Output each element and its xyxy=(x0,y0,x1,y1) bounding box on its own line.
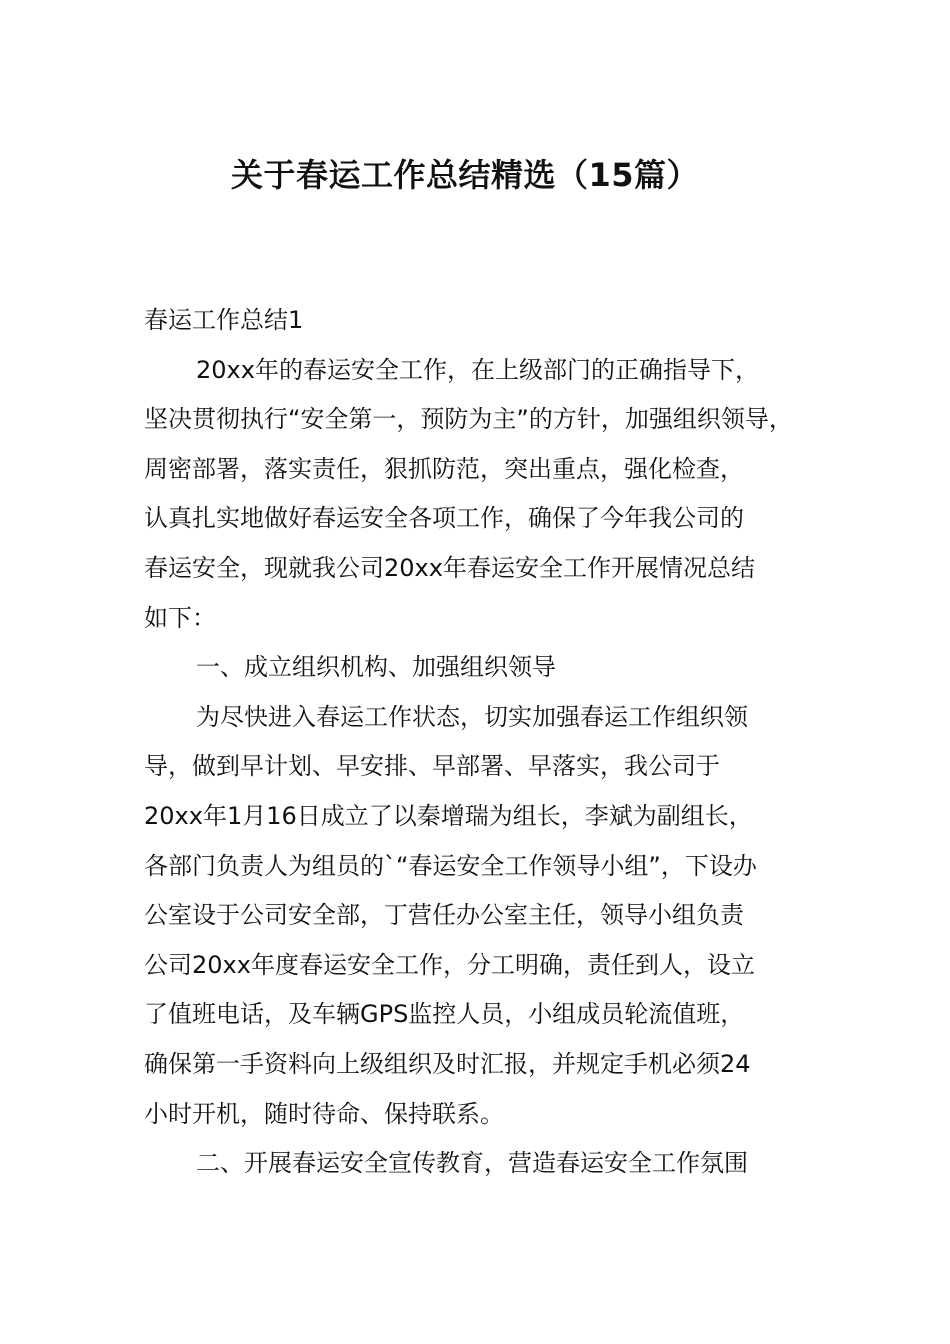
paragraph-line: 小时开机，随时待命、保持联系。 xyxy=(144,1099,504,1128)
paragraph-line: 导，做到早计划、早安排、早部署、早落实，我公司于 xyxy=(144,752,720,781)
paragraph-line: 周密部署，落实责任，狠抓防范，突出重点，强化检查， xyxy=(144,454,744,483)
paragraph-line: 认真扎实地做好春运安全各项工作，确保了今年我公司的 xyxy=(144,504,744,533)
document-body xyxy=(144,296,834,1189)
paragraph-line: 为尽快进入春运工作状态，切实加强春运工作组织领 xyxy=(196,702,748,731)
section-heading: 春运工作总结1 xyxy=(144,306,304,334)
paragraph-line: 20xx年的春运安全工作，在上级部门的正确指导下， xyxy=(196,355,759,384)
paragraph-line: 坚决贯彻执行“安全第一，预防为主”的方针，加强组织领导， xyxy=(144,405,793,434)
paragraph-line: 春运安全，现就我公司20xx年春运安全工作开展情况总结 xyxy=(144,553,755,582)
paragraph-line: 各部门负责人为组员的`“春运安全工作领导小组”，下设办 xyxy=(144,851,757,880)
paragraph-line: 了值班电话，及车辆GPS监控人员，小组成员轮流值班， xyxy=(144,1000,745,1029)
paragraph-line: 公司20xx年度春运安全工作，分工明确，责任到人，设立 xyxy=(144,950,755,979)
subheading-line: 二、开展春运安全宣传教育，营造春运安全工作氛围 xyxy=(196,1149,748,1178)
document-title: 关于春运工作总结精选（15篇） xyxy=(230,156,700,194)
paragraph-line: 20xx年1月16日成立了以秦增瑞为组长，李斌为副组长， xyxy=(144,801,753,830)
subheading-line: 一、成立组织机构、加强组织领导 xyxy=(196,653,556,682)
paragraph-line: 公室设于公司安全部，丁营任办公室主任，领导小组负责 xyxy=(144,901,744,930)
paragraph-line: 确保第一手资料向上级组织及时汇报，并规定手机必须24 xyxy=(144,1049,751,1078)
paragraph-line: 如下： xyxy=(144,603,216,632)
